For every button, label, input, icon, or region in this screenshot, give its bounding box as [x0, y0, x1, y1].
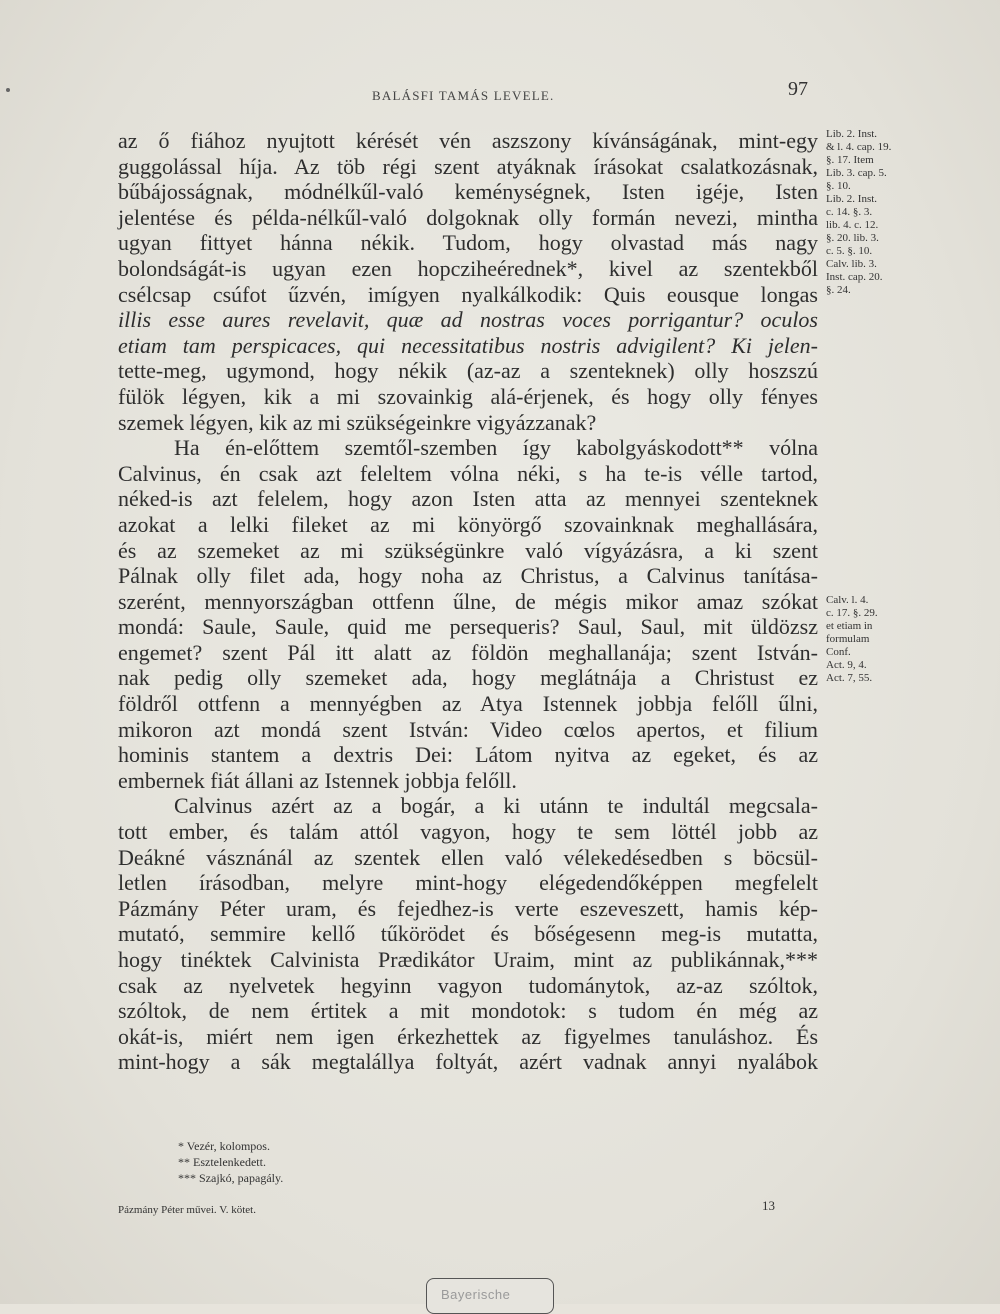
- margin-note: Conf.: [826, 646, 851, 658]
- margin-notes-top: [826, 128, 936, 297]
- margin-note: Calv. lib. 3.: [826, 258, 877, 270]
- main-text: [118, 128, 818, 1075]
- text-line: mikoron azt mondá szent István: Video cœlos apertos, et filium: [118, 716, 818, 742]
- text-line: tott ember, és talám attól vagyon, hogy te sem löttél jobb az: [118, 819, 818, 845]
- text-line: illis esse aures revelavit, quæ ad nostras voces porrigantur? oculos: [118, 307, 818, 333]
- text-line: néked-is azt felelem, hogy azon Isten atta az mennyei szenteknek: [118, 486, 818, 512]
- text-line: és az szemeket az mi szükségünkre való vígyázásra, a ki szent: [118, 537, 818, 563]
- running-title: BALÁSFI TAMÁS LEVELE.: [372, 88, 555, 103]
- text-line: szerént, mennyországban ottfenn űlne, de mégis mikor amaz szókat: [118, 588, 818, 614]
- margin-notes-bottom: [826, 594, 936, 685]
- page-number: 97: [788, 78, 808, 100]
- text-line: letlen írásodban, melyre mint-hogy elégedendőképpen megfelelt: [118, 870, 818, 896]
- margin-note: formulam: [826, 633, 870, 645]
- text-line: embernek fiát állani az Istennek jobbja felőll.: [118, 767, 517, 793]
- footnote: ** Esztelenkedett.: [178, 1155, 266, 1169]
- library-stamp-text: Bayerische: [441, 1287, 511, 1302]
- text-line: szóltok, de nem értitek a mit mondotok: s tudom én még az: [118, 998, 818, 1024]
- text-line: Pálnak olly filet ada, hogy noha az Christus, a Calvinus tanítása-: [118, 563, 818, 589]
- margin-note: c. 14. §. 3.: [826, 206, 873, 218]
- text-line: Calvinus, én csak azt feleltem vólna néki, s ha te-is vélle tartod,: [118, 460, 818, 486]
- margin-note: §. 17. Item: [826, 154, 874, 166]
- text-line: nak pedig olly szemeket ada, hogy meglátnája a Christust ez: [118, 665, 818, 691]
- scan-speck: [6, 88, 10, 92]
- text-line: mutató, semmire kellő tűkörödet és bőségesenn meg-is mutatta,: [118, 921, 818, 947]
- margin-note: Lib. 2. Inst.: [826, 193, 878, 205]
- margin-note: Lib. 3. cap. 5.: [826, 167, 887, 179]
- text-line: az ő fiához nyujtott kérését vén aszszony kívánságának, mint-egy: [118, 128, 818, 153]
- margin-note: Inst. cap. 20.: [826, 271, 883, 283]
- margin-note: Act. 9, 4.: [826, 659, 867, 671]
- margin-note: §. 10.: [826, 180, 851, 192]
- footnotes: [178, 1138, 283, 1186]
- text-line: szemek légyen, kik az mi szükségeinkre vigyázzanak?: [118, 409, 597, 435]
- margin-note: c. 5. §. 10.: [826, 245, 873, 257]
- margin-note: Act. 7, 55.: [826, 672, 873, 684]
- text-line: fülök légyen, kik a mi szovainkig alá-érjenek, és hogy olly fényes: [118, 383, 818, 409]
- footnote: *** Szajkó, papagály.: [178, 1171, 284, 1185]
- text-line: bűbájosságnak, módnélkűl-való keménységnek, Isten igéje, Isten: [118, 179, 818, 205]
- text-line: ugyan fittyet hánna nékik. Tudom, hogy olvastad más nagy: [118, 230, 818, 256]
- text-line: etiam tam perspicaces, qui necessitatibus nostris advigilent? Ki jelen-: [118, 332, 818, 358]
- text-line: Pázmány Péter uram, és fejedhez-is verte eszeveszett, hamis kép-: [118, 895, 818, 921]
- text-line: mondá: Saule, Saule, quid me persequeris? Saul, Saul, mit üldözsz: [118, 614, 818, 640]
- margin-note: §. 20. lib. 3.: [826, 232, 879, 244]
- text-line: hogy tinéktek Calvinista Prædikátor Uraim, mint az publikánnak,***: [118, 947, 818, 972]
- text-line: tette-meg, ugymond, hogy nékik (az-az a szenteknek) olly hoszszú: [118, 358, 818, 384]
- text-line: csélcsap csúfot űzvén, imígyen nyalkálkodik: Quis eousque longas: [118, 281, 818, 307]
- text-line: Deákné vásznánál az szentek ellen való vélekedésedben s böcsül-: [118, 844, 818, 870]
- text-line: okát-is, miért nem igen érkezhettek az figyelmes tanuláshoz. És: [118, 1023, 818, 1049]
- text-line: csak az nyelvetek hegyinn vagyon tudománytok, az-az szóltok,: [118, 972, 818, 998]
- margin-note: §. 24.: [826, 284, 851, 296]
- text-line: bolondságát-is ugyan ezen hopcziheérednek*, kivel az szentekből: [118, 255, 818, 281]
- margin-note: c. 17. §. 29.: [826, 607, 878, 619]
- text-line: mint-hogy a sák megtalállya foltyát, azért vadnak annyi nyalábok: [118, 1049, 818, 1075]
- margin-note: et etiam in: [826, 620, 873, 632]
- text-line: földről ottfenn a mennyégben az Atya Istennek jobbja felőll űlni,: [118, 691, 818, 717]
- signature-mark: 13: [762, 1198, 775, 1213]
- imprint: Pázmány Péter művei. V. kötet.: [118, 1204, 256, 1216]
- text-line: guggolással híja. Az töb régi szent atyáknak írásokat csalatkozásnak,: [118, 153, 818, 179]
- margin-note: & l. 4. cap. 19.: [826, 141, 892, 153]
- text-line: hominis stantem a dextris Dei: Látom nyitva az egeket, és az: [118, 742, 818, 768]
- margin-note: Calv. l. 4.: [826, 594, 869, 606]
- footnote: * Vezér, kolompos.: [178, 1139, 270, 1153]
- margin-note: lib. 4. c. 12.: [826, 219, 879, 231]
- text-line: Calvinus azért az a bogár, a ki utánn te indultál megcsala-: [174, 793, 818, 819]
- text-line: Ha én-előttem szemtől-szemben így kabolgyáskodott** vólna: [174, 435, 818, 461]
- text-line: azokat a lelki fileket az mi könyörgő szovainknak meghallására,: [118, 511, 818, 537]
- text-line: jelentése és példa-nélkűl-való dolgoknak olly formán nevezi, mintha: [118, 204, 818, 230]
- library-stamp: [426, 1278, 554, 1314]
- margin-note: Lib. 2. Inst.: [826, 128, 878, 140]
- text-line: engemet? szent Pál itt alatt az földön meghallanája; szent István-: [118, 639, 818, 665]
